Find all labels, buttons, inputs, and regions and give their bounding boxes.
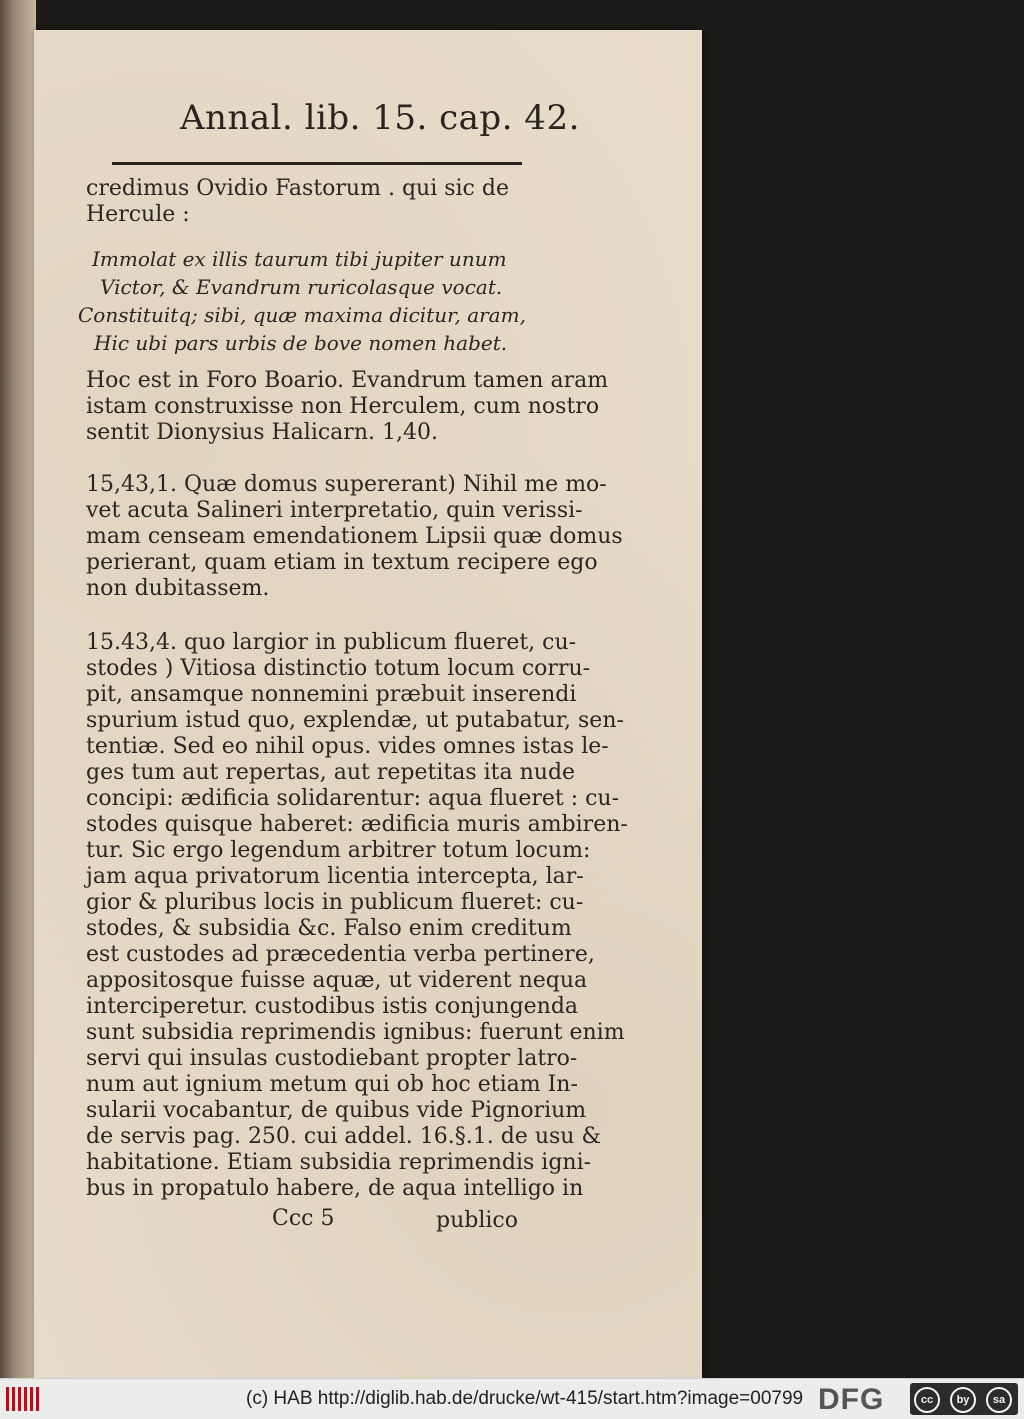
verse-line: Constituitq; sibi, quæ maxima dicitur, aram, [78, 303, 526, 327]
verse-line: Hic ubi pars urbis de bove nomen habet. [94, 331, 508, 355]
cc-icon: cc [914, 1387, 940, 1413]
paragraph-line: perierant, quam etiam in textum recipere ego [86, 550, 598, 575]
paragraph-line: istam construxisse non Herculem, cum nostro [86, 394, 600, 419]
paragraph-line: sularii vocabantur, de quibus vide Pignorium [86, 1098, 587, 1123]
paragraph-line: vet acuta Salineri interpretatio, quin verissi- [86, 498, 583, 523]
dfg-logo: DFG [818, 1383, 885, 1416]
paragraph-line: sentit Dionysius Halicarn. 1,40. [86, 420, 438, 445]
header-rule [112, 162, 522, 165]
paragraph-line: est custodes ad præcedentia verba pertinere, [86, 942, 595, 967]
paragraph-line: appositosque fuisse aquæ, ut viderent nequa [86, 968, 588, 993]
paragraph-line: tentiæ. Sed eo nihil opus. vides omnes istas le- [86, 734, 609, 759]
book-edge-left [0, 0, 36, 1378]
cc-license-badge[interactable] [910, 1383, 1018, 1415]
paragraph-line: gior & pluribus locis in publicum flueret: cu- [86, 890, 584, 915]
paragraph-line: mam censeam emendationem Lipsii quæ domus [86, 524, 623, 549]
paragraph-line: habitatione. Etiam subsidia reprimendis igni- [86, 1150, 592, 1175]
paragraph-line: de servis pag. 250. cui addel. 16.§.1. de usu & [86, 1124, 602, 1149]
paragraph-line: non dubitassem. [86, 576, 270, 601]
paragraph-line: jam aqua privatorum licentia intercepta, lar- [86, 864, 584, 889]
paragraph-line: bus in propatulo habere, de aqua intelligo in [86, 1176, 584, 1201]
paragraph-line: interciperetur. custodibus istis conjungenda [86, 994, 579, 1019]
paragraph-line: sunt subsidia reprimendis ignibus: fuerunt enim [86, 1020, 625, 1045]
running-head: Annal. lib. 15. cap. 42. [180, 98, 580, 138]
paragraph-line: concipi: ædificia solidarentur: aqua flueret : cu- [86, 786, 620, 811]
verse-line: Immolat ex illis taurum tibi jupiter unum [92, 247, 507, 271]
paragraph-line: num aut ignium metum qui ob hoc etiam In- [86, 1072, 578, 1097]
by-icon: by [950, 1387, 976, 1413]
book-page [34, 30, 702, 1378]
paragraph-line: servi qui insulas custodiebant propter latro- [86, 1046, 578, 1071]
body-line: Hercule : [86, 202, 190, 227]
paragraph-line: stodes, & subsidia &c. Falso enim creditum [86, 916, 572, 941]
paragraph-line: 15.43,4. quo largior in publicum flueret, cu- [86, 630, 577, 655]
catchword: publico [436, 1208, 518, 1233]
hab-logo-icon [6, 1387, 40, 1411]
paragraph-line: spurium istud quo, explendæ, ut putabatur, sen- [86, 708, 624, 733]
verse-line: Victor, & Evandrum ruricolasque vocat. [100, 275, 503, 299]
paragraph-line: tur. Sic ergo legendum arbitrer totum locum: [86, 838, 591, 863]
viewer-footer [0, 1378, 1024, 1419]
body-line: credimus Ovidio Fastorum . qui sic de [86, 176, 509, 201]
footer-credit-link[interactable]: (c) HAB http://diglib.hab.de/drucke/wt-415/start.htm?image=00799 [246, 1388, 804, 1409]
paragraph-line: ges tum aut repertas, aut repetitas ita nude [86, 760, 576, 785]
paragraph-line: stodes quisque haberet: ædificia muris ambiren- [86, 812, 628, 837]
paragraph-line: 15,43,1. Quæ domus supererant) Nihil me mo- [86, 472, 607, 497]
paragraph-line: Hoc est in Foro Boario. Evandrum tamen aram [86, 368, 609, 393]
paragraph-line: pit, ansamque nonnemini præbuit inserendi [86, 682, 577, 707]
sa-icon: sa [986, 1387, 1012, 1413]
paragraph-line: stodes ) Vitiosa distinctio totum locum corru- [86, 656, 591, 681]
signature-mark: Ccc 5 [272, 1206, 335, 1231]
